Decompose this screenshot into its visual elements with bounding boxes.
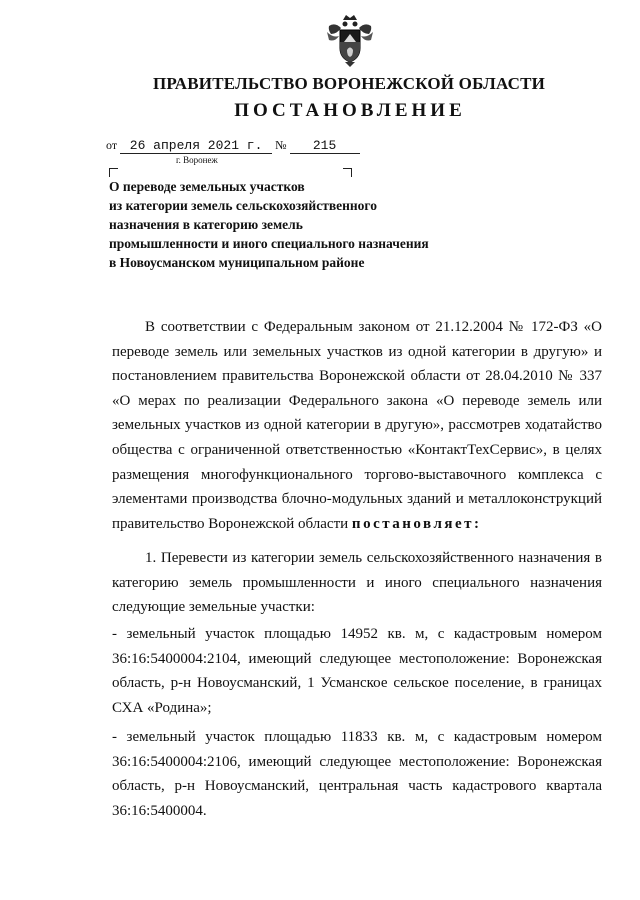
organization-title: ПРАВИТЕЛЬСТВО ВОРОНЕЖСКОЙ ОБЛАСТИ [152, 74, 546, 93]
subject-line: промышленности и иного специального назначения [109, 236, 429, 251]
decree-word: постановляет: [351, 515, 482, 532]
coat-of-arms-icon [325, 12, 375, 68]
subject-line: в Новоусманском муниципальном районе [109, 255, 365, 270]
document-number: 215 [290, 139, 360, 154]
subject-line: назначения в категорию земель [109, 217, 303, 232]
document-meta [106, 138, 360, 154]
item-1-paragraph [112, 546, 602, 620]
preamble-text: В соответствии с Федеральным законом от 21.12.2004 № 172-ФЗ «О переводе земель или земельных участков из одной категории в другую» и постановлением правительства Воронежской области от 28.04.2010 № 337 «О мерах по реализации Федерального закона «О переводе земель или земельных участков из одной категории в другую», рассмотрев ходатайство общества с ограниченной ответственностью «КонтактТехСервис», в целях размещения многофункционального торгово-выставочного комплекса с элементами производства блочно-модульных зданий и металлоконструкций правительство Воронежской области [112, 319, 602, 532]
date-prefix: от [106, 138, 118, 152]
document-subject [109, 177, 429, 272]
parcel-1-paragraph: - земельный участок площадью 14952 кв. м, с кадастровым номером 36:16:5400004:2104, имеющий следующее местоположение: Воронежская область, р-н Новоусманский, 1 Усманское сельское поселение, в границах СХА «Родина»; [112, 626, 602, 716]
number-prefix: № [275, 138, 287, 152]
parcel-2-paragraph: - земельный участок площадью 11833 кв. м, с кадастровым номером 36:16:5400004:2106, имеющий следующее местоположение: Воронежская область, р-н Новоусманский, центральная часть кадастрового квартала 36:16:5400004. [112, 729, 602, 819]
document-date: 26 апреля 2021 г. [120, 139, 272, 154]
item-1-text: 1. Перевести из категории земель сельскохозяйственного назначения в категорию земель промышленности и иного специального назначения следующие земельные участки: [112, 550, 602, 616]
document-city: г. Воронеж [176, 155, 218, 165]
subject-bracket-right [343, 168, 352, 177]
subject-line: О переводе земельных участков [109, 179, 305, 194]
preamble-paragraph [112, 315, 602, 536]
document-type: ПОСТАНОВЛЕНИЕ [234, 100, 466, 121]
subject-line: из категории земель сельскохозяйственного [109, 198, 377, 213]
subject-bracket-left [109, 168, 118, 177]
